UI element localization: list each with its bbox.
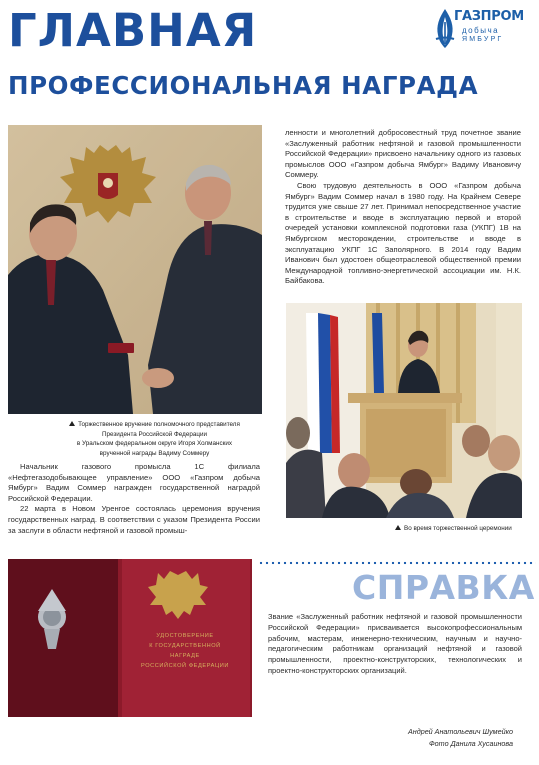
article-column-2 — [285, 128, 521, 287]
author-credit: Андрей Анатольевич Шумейко — [407, 727, 513, 736]
photo-award-document — [8, 559, 252, 717]
paragraph: Начальник газового промысла 1С филиала «Нефтегазодобывающее управление» ООО «Газпром добыча Ямбург» Вадим Соммер награжден государственной наградой Российской Федерации. — [8, 462, 260, 503]
footer-band — [0, 752, 539, 765]
paragraph: ленности и многолетний добросовестный труд почетное звание «Заслуженный работник нефтяной и газовой промышленности Российской Федерации» присвоено начальнику одного из газовых промыслов ООО «Газпром добыча Ямбург» Вадиму Ивановичу Соммеру. — [285, 128, 521, 180]
sidebar-title: СПРАВКА — [352, 568, 535, 607]
paragraph: Свою трудовую деятельность в ООО «Газпром добыча Ямбург» Вадим Соммер начал в 1980 году. На Крайнем Севере трудится уже свыше 27 лет. Принимал непосредственное участие в строительстве и вводе в эксплуатацию первой и второй очередей установки комплексной подготовки газа (УКПГ) 1В на Ямбургском месторождении, строительстве и вводе в эксплуатацию УКПГ 1С Заполярного. В 2014 году Вадим Иванович был удостоен общеотраслевой общественной премии Международной топливно-энергетической ассоциации им. Н.К. Байбакова. — [285, 180, 521, 286]
page-subtitle: ПРОФЕССИОНАЛЬНАЯ НАГРАДА — [8, 71, 479, 100]
dotted-divider — [258, 561, 536, 565]
triangle-bullet-icon — [395, 525, 401, 530]
caption-line: Торжественное вручение полномочного представителя Президента Российской Федерации — [78, 421, 240, 438]
cover-line: РОССИЙСКОЙ ФЕДЕРАЦИИ — [140, 663, 229, 669]
photo-ceremony — [286, 303, 522, 518]
cover-line: К ГОСУДАРСТВЕННОЙ — [149, 643, 221, 649]
photo-caption-2 — [395, 524, 525, 534]
article-column-1 — [8, 462, 260, 536]
header-divider — [0, 111, 539, 117]
photo-handshake — [8, 125, 262, 414]
cover-line: НАГРАДЕ — [170, 653, 200, 659]
logo-subtitle-2: ЯМБУРГ — [462, 36, 504, 43]
page-title: ГЛАВНАЯ — [8, 4, 258, 57]
sidebar-text: Звание «Заслуженный работник нефтяной и газовой промышленности Российской Федерации» присваивается высокопрофессиональным рабочим, мастерам, инженерно-техническим, научным и научно-педагогическим работникам организаций нефтяной и газовой промышленности, проектно-конструкторских, технологических и проектно-конструкторских организаций. — [268, 612, 522, 675]
caption-text: Во время торжественной церемонии — [404, 525, 512, 532]
document-cover-text — [120, 631, 250, 671]
paragraph: 22 марта в Новом Уренгое состоялась церемония вручения государственных наград. В соответствии с указом Президента России за заслуги в области нефтяной и газовой промыш- — [8, 504, 260, 535]
logo-name: ГАЗПРОМ — [454, 9, 524, 24]
cover-line: УДОСТОВЕРЕНИЕ — [156, 633, 214, 639]
caption-line: врученной награды Вадиму Соммеру — [99, 449, 210, 457]
logo-subtitle: добыча — [462, 26, 500, 35]
photo-credit: Фото Данила Хусаинова — [428, 739, 513, 748]
triangle-bullet-icon — [69, 421, 75, 426]
photo-caption — [52, 420, 257, 458]
caption-line: в Уральском федеральном округе Игоря Холманских — [76, 440, 233, 447]
